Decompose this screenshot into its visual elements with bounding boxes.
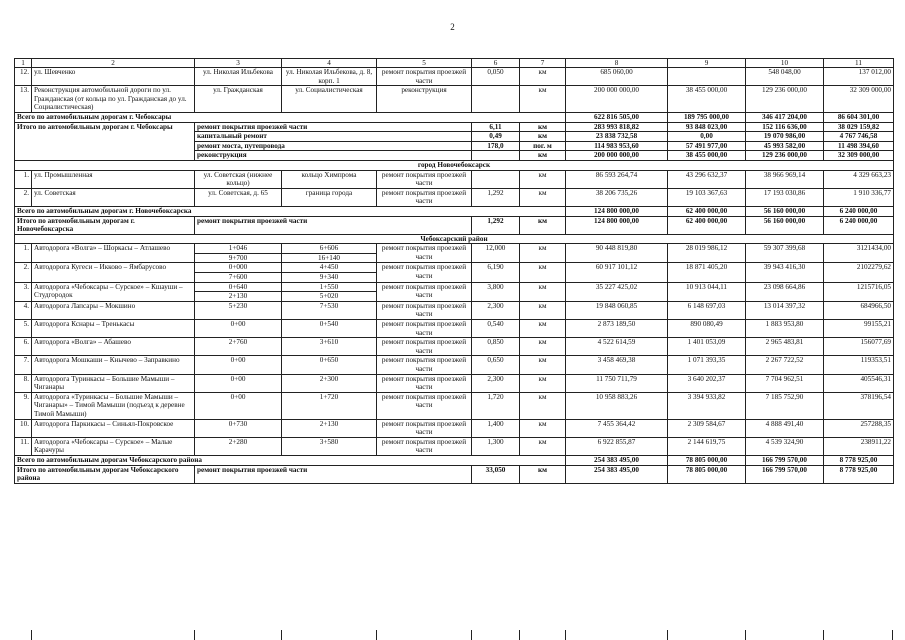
- start-point: 0+00: [195, 392, 282, 419]
- end-point: 2+300: [282, 374, 377, 392]
- road-name: ул. Советская: [32, 188, 195, 206]
- row-number: 5.: [15, 320, 32, 338]
- column-number: 6: [472, 59, 520, 68]
- length: 0,850: [472, 338, 520, 356]
- length: 3,800: [472, 282, 520, 301]
- subtotal-work-type: ремонт покрытия проезжей части: [195, 122, 472, 132]
- column-number: 7: [520, 59, 566, 68]
- amount-total: 11 750 711,79: [566, 374, 668, 392]
- subtotal-unit: км: [520, 465, 566, 483]
- column-number: 1: [15, 59, 32, 68]
- unit: км: [520, 170, 566, 188]
- start-point: 2+280: [195, 437, 282, 455]
- row-number: 13.: [15, 86, 32, 113]
- amount-col9: 6 148 697,03: [668, 301, 746, 319]
- length: 12,000: [472, 244, 520, 263]
- work-type: ремонт покрытия проезжей части: [377, 356, 472, 374]
- length: 1,720: [472, 392, 520, 419]
- row-number: 2.: [15, 263, 32, 282]
- amount-col10: 2 965 483,81: [746, 338, 824, 356]
- total-v8: 124 800 000,00: [566, 206, 668, 216]
- work-type: ремонт покрытия проезжей части: [377, 338, 472, 356]
- subtotal-work-type: капитальный ремонт: [195, 132, 472, 142]
- amount-col9: 18 871 405,20: [668, 263, 746, 282]
- column-number-row: [15, 59, 894, 68]
- table-row: [15, 356, 894, 374]
- start-point: 0+00: [195, 320, 282, 338]
- subtotal-v8: 200 000 000,00: [566, 151, 668, 161]
- unit: км: [520, 86, 566, 113]
- amount-col9: 890 080,49: [668, 320, 746, 338]
- subtotal-v9: 38 455 000,00: [668, 151, 746, 161]
- subtotal-work-type: ремонт моста, путепровода: [195, 141, 472, 151]
- work-type: ремонт покрытия проезжей части: [377, 263, 472, 282]
- subtotal-length: 1,292: [472, 216, 520, 234]
- unit: км: [520, 419, 566, 437]
- unit: км: [520, 301, 566, 319]
- subtotal-length: 33,050: [472, 465, 520, 483]
- table-row: [15, 374, 894, 392]
- work-type: ремонт покрытия проезжей части: [377, 170, 472, 188]
- end-point: 3+580: [282, 437, 377, 455]
- end-point: 7+530: [282, 301, 377, 319]
- total-v8: 254 383 495,00: [566, 455, 668, 465]
- start-point: ул. Советская, д. 65: [195, 188, 282, 206]
- amount-col10: 7 704 962,51: [746, 374, 824, 392]
- amount-col10: 4 888 491,40: [746, 419, 824, 437]
- start-point: 5+230: [195, 301, 282, 319]
- road-name: ул. Промышленная: [32, 170, 195, 188]
- work-type: ремонт покрытия проезжей части: [377, 188, 472, 206]
- unit: км: [520, 244, 566, 263]
- length: 2,300: [472, 374, 520, 392]
- amount-col11: 119353,51: [824, 356, 894, 374]
- row-number: 9.: [15, 392, 32, 419]
- amount-col11: 405546,31: [824, 374, 894, 392]
- total-label: Всего по автомобильным дорогам Чебоксарского района: [15, 455, 566, 465]
- section-heading: Чебоксарский район: [15, 234, 894, 244]
- row-number: 10.: [15, 419, 32, 437]
- work-type: ремонт покрытия проезжей части: [377, 320, 472, 338]
- unit: км: [520, 282, 566, 301]
- work-type: ремонт покрытия проезжей части: [377, 68, 472, 86]
- subtotal-length: 6,11: [472, 122, 520, 132]
- amount-total: 200 000 000,00: [566, 86, 668, 113]
- amount-col10: 7 185 752,90: [746, 392, 824, 419]
- length: 0,650: [472, 356, 520, 374]
- amount-col9: 3 394 933,82: [668, 392, 746, 419]
- section-heading-row: [15, 234, 894, 244]
- start-point-2: 2+130: [195, 292, 282, 302]
- road-name: Автодорога «Туринкасы – Большие Мамыши – Чиганары» – Тимой Мамыши (подъезд к деревне Тимой Мамыши): [32, 392, 195, 419]
- subtotal-v11: 11 498 394,60: [824, 141, 894, 151]
- column-number: 4: [282, 59, 377, 68]
- end-point: 1+720: [282, 392, 377, 419]
- amount-col9: 1 071 393,35: [668, 356, 746, 374]
- total-v11: 6 240 000,00: [824, 206, 894, 216]
- end-point: 0+540: [282, 320, 377, 338]
- row-number: 12.: [15, 68, 32, 86]
- row-number: 1.: [15, 170, 32, 188]
- table-row: [15, 244, 894, 254]
- subtotal-length: 0,49: [472, 132, 520, 142]
- amount-total: 60 917 101,12: [566, 263, 668, 282]
- table-row: [15, 419, 894, 437]
- unit: км: [520, 356, 566, 374]
- start-point: ул. Николая Ильбекова: [195, 68, 282, 86]
- total-v10: 166 799 570,00: [746, 455, 824, 465]
- start-point: 0+00: [195, 374, 282, 392]
- subtotal-v8: 23 838 732,58: [566, 132, 668, 142]
- column-number: 5: [377, 59, 472, 68]
- amount-total: 685 060,00: [566, 68, 668, 86]
- amount-col9: 3 640 202,37: [668, 374, 746, 392]
- amount-col9: [668, 68, 746, 86]
- total-row: [15, 112, 894, 122]
- amount-col11: 32 309 000,00: [824, 86, 894, 113]
- start-point: 0+000: [195, 263, 282, 273]
- start-point: 0+640: [195, 282, 282, 292]
- row-number: 6.: [15, 338, 32, 356]
- end-point-2: 16+140: [282, 253, 377, 263]
- amount-col9: 19 103 367,63: [668, 188, 746, 206]
- amount-col10: 23 098 664,86: [746, 282, 824, 301]
- amount-col10: 39 943 416,30: [746, 263, 824, 282]
- row-number: 11.: [15, 437, 32, 455]
- subtotal-v11: 32 309 000,00: [824, 151, 894, 161]
- table-row: [15, 338, 894, 356]
- end-point: ул. Социалистическая: [282, 86, 377, 113]
- amount-total: 2 873 189,50: [566, 320, 668, 338]
- subtotal-row: [15, 216, 894, 234]
- unit: км: [520, 68, 566, 86]
- road-name: Реконструкция автомобильной дороги по ул. Гражданская (от кольца по ул. Гражданская до ул. Социалистическая): [32, 86, 195, 113]
- amount-col9: 1 401 053,09: [668, 338, 746, 356]
- road-name: Автодорога «Чебоксары – Сурское» – Кшауши – Студгородок: [32, 282, 195, 301]
- road-name: Автодорога Паркикасы – Синьял-Покровское: [32, 419, 195, 437]
- subtotal-v10: 56 160 000,00: [746, 216, 824, 234]
- row-number: 8.: [15, 374, 32, 392]
- subtotal-v10: 19 070 986,00: [746, 132, 824, 142]
- column-number: 3: [195, 59, 282, 68]
- total-row: [15, 206, 894, 216]
- table-row: [15, 301, 894, 319]
- road-name: Автодорога Кснары – Тренькасы: [32, 320, 195, 338]
- end-point: 0+650: [282, 356, 377, 374]
- total-label: Всего по автомобильным дорогам г. Чебоксары: [15, 112, 566, 122]
- subtotal-v8: 124 800 000,00: [566, 216, 668, 234]
- unit: км: [520, 263, 566, 282]
- subtotal-unit: км: [520, 122, 566, 132]
- column-number: 11: [824, 59, 894, 68]
- unit: км: [520, 437, 566, 455]
- section-heading-row: [15, 160, 894, 170]
- subtotal-work-type: реконструкция: [195, 151, 472, 161]
- end-point: ул. Николая Ильбекова, д. 8, корп. 1: [282, 68, 377, 86]
- work-type: ремонт покрытия проезжей части: [377, 244, 472, 263]
- column-number: 8: [566, 59, 668, 68]
- amount-col9: 28 019 986,12: [668, 244, 746, 263]
- table-row: [15, 188, 894, 206]
- amount-total: 35 227 425,02: [566, 282, 668, 301]
- unit: км: [520, 188, 566, 206]
- work-type: ремонт покрытия проезжей части: [377, 437, 472, 455]
- row-number: 7.: [15, 356, 32, 374]
- row-number: 4.: [15, 301, 32, 319]
- amount-total: 90 448 819,80: [566, 244, 668, 263]
- subtotal-v8: 254 383 495,00: [566, 465, 668, 483]
- amount-col11: 684966,50: [824, 301, 894, 319]
- row-number: 2.: [15, 188, 32, 206]
- amount-col10: 4 539 324,90: [746, 437, 824, 455]
- subtotal-unit: км: [520, 216, 566, 234]
- end-point: кольцо Химпрома: [282, 170, 377, 188]
- start-point-2: 7+600: [195, 273, 282, 283]
- total-v11: 8 778 925,00: [824, 455, 894, 465]
- subtotal-row: [15, 465, 894, 483]
- amount-total: 38 206 735,26: [566, 188, 668, 206]
- amount-col10: 38 966 969,14: [746, 170, 824, 188]
- road-name: Автодорога Лапсары – Мокшино: [32, 301, 195, 319]
- amount-col10: 2 267 722,52: [746, 356, 824, 374]
- next-page-stub: [14, 630, 893, 640]
- end-point-2: 9+340: [282, 273, 377, 283]
- start-point: 2+760: [195, 338, 282, 356]
- amount-total: 19 848 060,85: [566, 301, 668, 319]
- unit: км: [520, 374, 566, 392]
- total-v11: 86 604 301,00: [824, 112, 894, 122]
- column-number: 9: [668, 59, 746, 68]
- end-point: 6+606: [282, 244, 377, 254]
- subtotal-v9: 62 400 000,00: [668, 216, 746, 234]
- subtotal-work-type: ремонт покрытия проезжей части: [195, 216, 472, 234]
- table-row: [15, 68, 894, 86]
- total-row: [15, 455, 894, 465]
- amount-col10: 1 883 953,80: [746, 320, 824, 338]
- subtotal-v9: 57 491 977,00: [668, 141, 746, 151]
- amount-col11: 137 012,00: [824, 68, 894, 86]
- total-v10: 56 160 000,00: [746, 206, 824, 216]
- subtotal-work-type: ремонт покрытия проезжей части: [195, 465, 472, 483]
- table-body: [15, 59, 894, 484]
- section-heading: город Новочебоксарск: [15, 160, 894, 170]
- amount-col9: 38 455 000,00: [668, 86, 746, 113]
- work-type: ремонт покрытия проезжей части: [377, 301, 472, 319]
- road-name: Автодорога Мошкаши – Кнычево – Заправкино: [32, 356, 195, 374]
- table-row: [15, 86, 894, 113]
- amount-col10: 129 236 000,00: [746, 86, 824, 113]
- amount-col11: 1 910 336,77: [824, 188, 894, 206]
- start-point: 0+730: [195, 419, 282, 437]
- amount-col9: 2 144 619,75: [668, 437, 746, 455]
- page-number: 2: [450, 22, 455, 32]
- subtotal-v11: 6 240 000,00: [824, 216, 894, 234]
- subtotal-v10: 45 993 582,00: [746, 141, 824, 151]
- amount-col11: 2102279,62: [824, 263, 894, 282]
- total-v9: 78 805 000,00: [668, 455, 746, 465]
- work-type: ремонт покрытия проезжей части: [377, 282, 472, 301]
- subtotal-v10: 129 236 000,00: [746, 151, 824, 161]
- table-row: [15, 282, 894, 292]
- table-row: [15, 392, 894, 419]
- subtotal-row: [15, 122, 894, 132]
- subtotal-unit: км: [520, 151, 566, 161]
- length: 1,400: [472, 419, 520, 437]
- road-repair-table: [14, 58, 894, 484]
- subtotal-length: 178,0: [472, 141, 520, 151]
- amount-col9: 2 309 584,67: [668, 419, 746, 437]
- subtotal-unit: км: [520, 132, 566, 142]
- unit: км: [520, 338, 566, 356]
- amount-col11: 3121434,00: [824, 244, 894, 263]
- amount-col11: 1215716,05: [824, 282, 894, 301]
- subtotal-v8: 114 983 953,60: [566, 141, 668, 151]
- amount-total: 86 593 264,74: [566, 170, 668, 188]
- amount-col11: 156077,69: [824, 338, 894, 356]
- length: 2,300: [472, 301, 520, 319]
- start-point: ул. Гражданская: [195, 86, 282, 113]
- road-name: Автодорога Кугеси – Икково – Ямбарусово: [32, 263, 195, 282]
- subtotal-length: [472, 151, 520, 161]
- subtotal-v9: 93 848 023,00: [668, 122, 746, 132]
- length: 1,292: [472, 188, 520, 206]
- amount-col11: 4 329 663,23: [824, 170, 894, 188]
- amount-col10: 17 193 030,86: [746, 188, 824, 206]
- subtotal-label: Итого по автомобильным дорогам Чебоксарского района: [15, 465, 195, 483]
- start-point: 1+046: [195, 244, 282, 254]
- subtotal-v9: 0,00: [668, 132, 746, 142]
- subtotal-v11: 8 778 925,00: [824, 465, 894, 483]
- subtotal-v8: 283 993 818,82: [566, 122, 668, 132]
- end-point: граница города: [282, 188, 377, 206]
- start-point-2: 9+700: [195, 253, 282, 263]
- length: 0,050: [472, 68, 520, 86]
- table-row: [15, 320, 894, 338]
- end-point: 1+550: [282, 282, 377, 292]
- total-v8: 622 816 505,00: [566, 112, 668, 122]
- row-number: 3.: [15, 282, 32, 301]
- end-point: 2+130: [282, 419, 377, 437]
- length: [472, 170, 520, 188]
- amount-col10: 548 048,00: [746, 68, 824, 86]
- amount-total: 7 455 364,42: [566, 419, 668, 437]
- amount-col10: 13 014 397,32: [746, 301, 824, 319]
- table-row: [15, 263, 894, 273]
- subtotal-v9: 78 805 000,00: [668, 465, 746, 483]
- amount-total: 4 522 614,59: [566, 338, 668, 356]
- length: [472, 86, 520, 113]
- amount-col11: 257288,35: [824, 419, 894, 437]
- start-point: ул. Советская (нижнее кольцо): [195, 170, 282, 188]
- amount-col11: 238911,22: [824, 437, 894, 455]
- length: 6,190: [472, 263, 520, 282]
- road-name: Автодорога «Волга» – Шоркасы – Атлашево: [32, 244, 195, 263]
- subtotal-v10: 152 116 636,00: [746, 122, 824, 132]
- length: 0,540: [472, 320, 520, 338]
- work-type: реконструкция: [377, 86, 472, 113]
- amount-col9: 10 913 044,11: [668, 282, 746, 301]
- subtotal-label: Итого по автомобильным дорогам г. Чебоксары: [15, 122, 195, 160]
- work-type: ремонт покрытия проезжей части: [377, 419, 472, 437]
- road-name: Автодорога Туринкасы – Большие Мамыши – Чиганары: [32, 374, 195, 392]
- end-point-2: 5+020: [282, 292, 377, 302]
- total-v9: 62 400 000,00: [668, 206, 746, 216]
- subtotal-label: Итого по автомобильным дорогам г. Новочебоксарска: [15, 216, 195, 234]
- table-row: [15, 170, 894, 188]
- road-name: ул. Шевченко: [32, 68, 195, 86]
- amount-total: 3 458 469,38: [566, 356, 668, 374]
- amount-col11: 99155,21: [824, 320, 894, 338]
- column-number: 2: [32, 59, 195, 68]
- road-name: Автодорога «Волга» – Абашево: [32, 338, 195, 356]
- subtotal-v11: 4 767 746,58: [824, 132, 894, 142]
- amount-total: 6 922 855,87: [566, 437, 668, 455]
- amount-col10: 59 307 399,68: [746, 244, 824, 263]
- work-type: ремонт покрытия проезжей части: [377, 374, 472, 392]
- unit: км: [520, 320, 566, 338]
- table-row: [15, 437, 894, 455]
- total-v10: 346 417 204,00: [746, 112, 824, 122]
- road-name: Автодорога «Чебоксары – Сурское» – Малые Карачуры: [32, 437, 195, 455]
- work-type: ремонт покрытия проезжей части: [377, 392, 472, 419]
- end-point: 3+610: [282, 338, 377, 356]
- subtotal-v11: 38 029 159,82: [824, 122, 894, 132]
- total-v9: 189 795 000,00: [668, 112, 746, 122]
- end-point: 4+450: [282, 263, 377, 273]
- subtotal-v10: 166 799 570,00: [746, 465, 824, 483]
- row-number: 1.: [15, 244, 32, 263]
- total-label: Всего по автомобильным дорогам г. Новочебоксарска: [15, 206, 566, 216]
- amount-col11: 378196,54: [824, 392, 894, 419]
- start-point: 0+00: [195, 356, 282, 374]
- amount-col9: 43 296 632,37: [668, 170, 746, 188]
- subtotal-unit: пог. м: [520, 141, 566, 151]
- column-number: 10: [746, 59, 824, 68]
- unit: км: [520, 392, 566, 419]
- length: 1,300: [472, 437, 520, 455]
- amount-total: 10 958 883,26: [566, 392, 668, 419]
